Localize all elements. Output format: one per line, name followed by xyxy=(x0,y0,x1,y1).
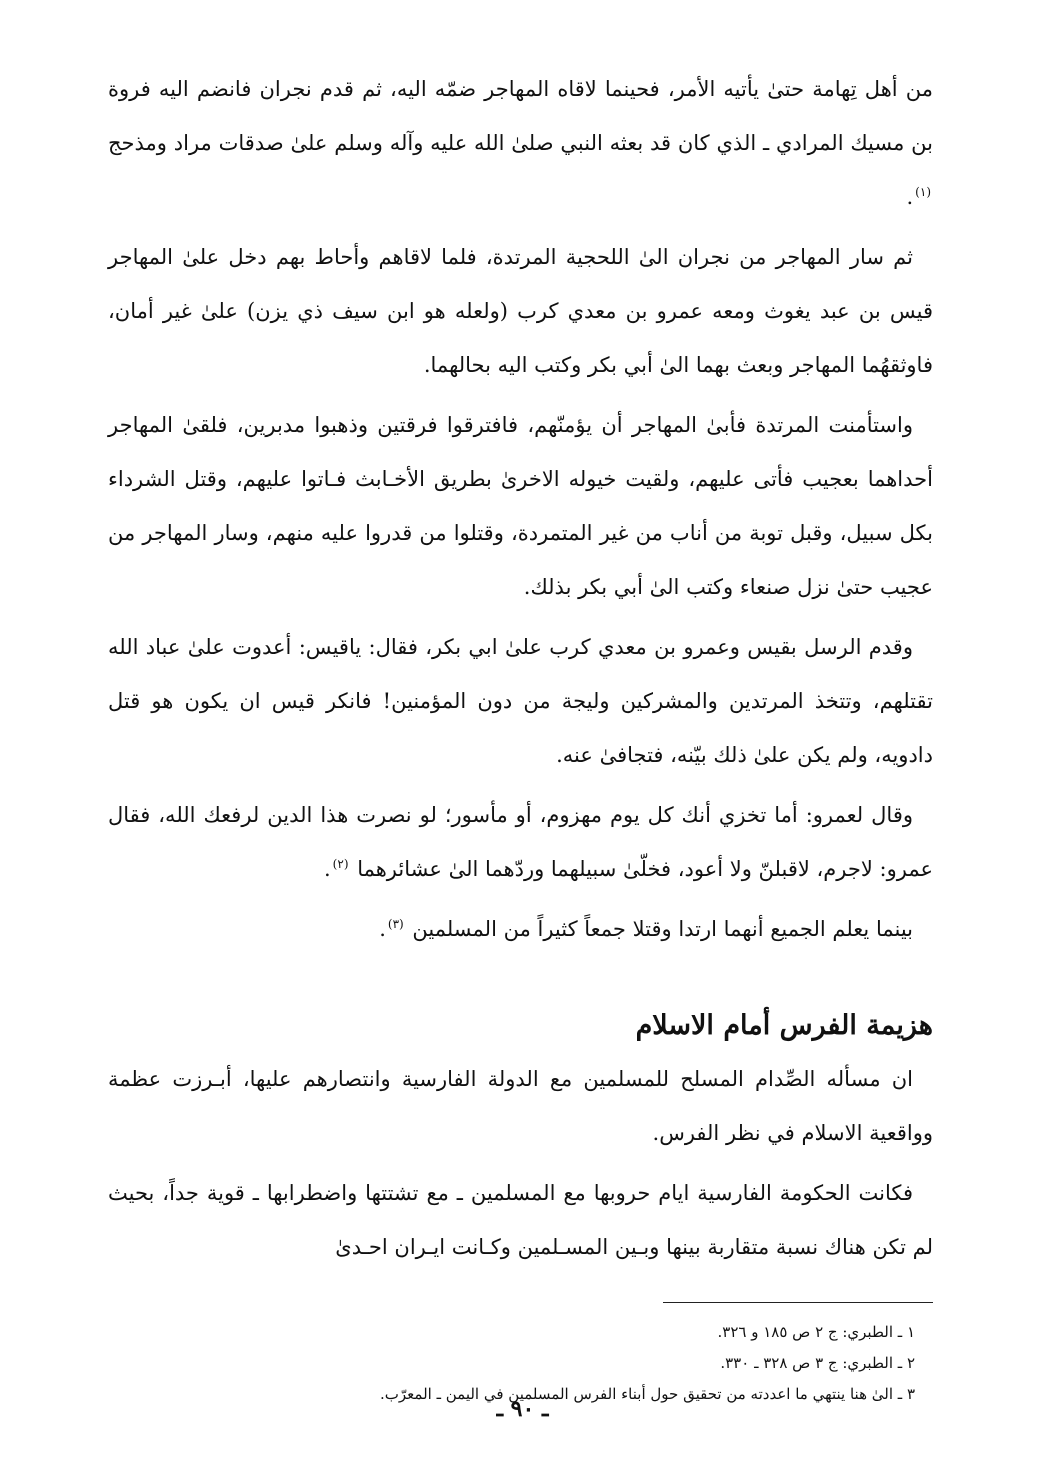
paragraph-text: وقدم الرسل بقيس وعمرو بن معدي كرب علىٰ ابي بكر، فقال: ياقيس: أعدوت علىٰ عباد الله تقتلهم، وتتخذ المرتدين والمشركين وليجة من دون المؤمنين! فانكر قيس ان يكون هو قتل دادويه، ولم يكن علىٰ ذلك بيّنه، فتجافىٰ عنه. xyxy=(108,635,933,767)
paragraph-end: . xyxy=(323,857,331,881)
footnote-ref-2: (٢) xyxy=(332,857,349,871)
paragraph-text: واستأمنت المرتدة فأبىٰ المهاجر أن يؤمنّهم، فافترقوا فرقتين وذهبوا مدبرين، فلقىٰ المهاجر أحداهما بعجيب فأتى عليهم، ولقيت خيوله الاخرىٰ بطريق الأخـابث فـاتوا عليهم، وقتل الشرداء بكل سبيل، وقبل توبة من أناب من غير المتمردة، وقتلوا من قدروا عليه منهم، وسار المهاجر من عجيب حتىٰ نزل صنعاء وكتب الىٰ أبي بكر بذلك. xyxy=(108,413,933,599)
paragraph-1 xyxy=(108,62,933,224)
paragraph-text: ان مسأله الصِّدام المسلح للمسلمين مع الدولة الفارسية وانتصارهم عليها، أبـرزت عظمة وواقعية الاسلام في نظر الفرس. xyxy=(108,1067,933,1145)
page-number: ـ ٩٠ ـ xyxy=(496,1396,549,1422)
footnote-ref-3: (٣) xyxy=(387,917,404,931)
paragraph-3 xyxy=(108,398,933,614)
footnote-2: ٢ ـ الطبري: ج ٣ ص ٣٢٨ ـ ٣٣٠. xyxy=(720,1354,915,1372)
paragraph-text: فكانت الحكومة الفارسية ايام حروبها مع المسلمين ـ مع تشتتها واضطرابها ـ قوية جداً، بحيث لم تكن هناك نسبة متقاربة بينها وبـين المسـلمين وكـانت ايـران احـدىٰ xyxy=(108,1181,933,1259)
main-text xyxy=(108,62,933,1274)
footnote-1: ١ ـ الطبري: ج ٢ ص ١٨٥ و ٣٢٦. xyxy=(717,1323,915,1341)
footnote-ref-1: (١) xyxy=(915,185,931,199)
paragraph-6 xyxy=(108,902,933,956)
paragraph-end: . xyxy=(906,185,914,209)
paragraph-text: ثم سار المهاجر من نجران الىٰ اللحجية المرتدة، فلما لاقاهم وأحاط بهم دخل علىٰ المهاجر قيس بن عبد يغوث ومعه عمرو بن معدي كرب (ولعله هو ابن سيف ذي يزن) علىٰ غير أمان، فاوثقهُما المهاجر وبعث بهما الىٰ أبي بكر وكتب اليه بحالهما. xyxy=(108,245,933,377)
paragraph-text: بينما يعلم الجميع أنهما ارتدا وقتلا جمعاً كثيراً من المسلمين xyxy=(412,917,913,941)
paragraph-4 xyxy=(108,620,933,782)
footnote-divider xyxy=(663,1302,933,1303)
paragraph-8 xyxy=(108,1166,933,1274)
paragraph-end: . xyxy=(379,917,386,941)
footnote-3: ٣ ـ الىٰ هنا ينتهي ما اعددته من تحقيق حول أبناء الفرس المسلمين في اليمن ـ المعرّب. xyxy=(380,1385,915,1403)
section-heading: هزيمة الفرس أمام الاسلام xyxy=(635,1010,933,1041)
paragraph-2 xyxy=(108,230,933,392)
paragraph-text: من أهل تِهامة حتىٰ يأتيه الأمر، فحينما لاقاه المهاجر ضمّه اليه، ثم قدم نجران فانضم اليه فروة بن مسيك المرادي ـ الذي كان قد بعثه النبي صلىٰ الله عليه وآله وسلم علىٰ صدقات مراد ومذحج xyxy=(108,77,933,155)
paragraph-7 xyxy=(108,1052,933,1160)
paragraph-5 xyxy=(108,788,933,896)
paragraph-text: وقال لعمرو: أما تخزي أنك كل يوم مهزوم، أو مأسور؛ لو نصرت هذا الدين لرفعك الله، فقال عمرو: لاجرم، لاقبلنّ ولا أعود، فخلّىٰ سبيلهما وردّهما الىٰ عشائرهما xyxy=(108,803,933,881)
